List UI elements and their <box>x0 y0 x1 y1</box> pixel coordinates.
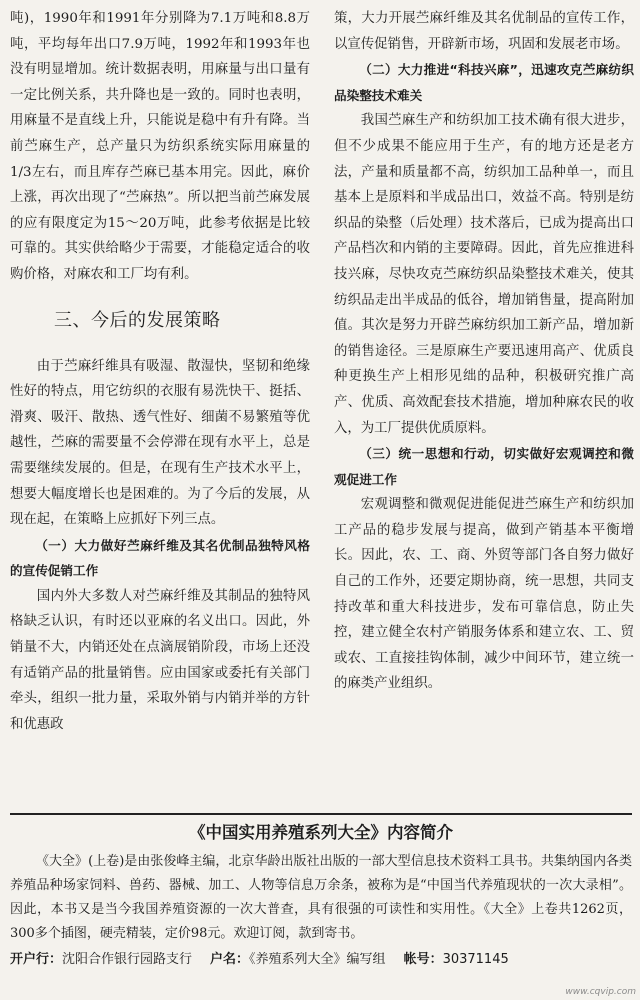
paragraph-promotion: 国内外大多数人对苎麻纤维及其制品的独特风格缺乏认识，有时还以亚麻的名义出口。因此，外销量不大，内销还处在点滴展销阶段，市场上还没有适销产品的批量销售。应由国家或委托有关部门牵头，组织一批力量，采取外销与内销并举的方针和优惠政 <box>10 588 310 732</box>
paragraph-technology: 我国苎麻生产和纺织加工技术确有很大进步，但不少成果不能应用于生产，有的地方还是老方法，产量和质量都不高，纺织加工品种单一，而且基本上是原料和半成品出口，效益不高。特别是纺织品的染整（后处理）技术落后，已成为提高出口产品档次和内销的主要障碍。因此，首先应推进科技兴麻，尽快攻克苎麻纺织品染整技术难关，使其纺织品走出半成品的低谷，增加销售量，提高附加值。其次是努力开辟苎麻纺织加工新产品，增加新的销售途径。三是原麻生产要迅速用高产、优质良种更换生产上相形见绌的品种，积极研究推广高产、优质、高效配套技术措施，增加种麻农民的收入，为工厂提供优质原料。 <box>334 113 634 436</box>
holder-value: 《养殖系列大全》编写组 <box>249 952 386 967</box>
left-column <box>10 6 310 737</box>
paragraph-supply-demand: 吨)，1990年和1991年分别降为7.1万吨和8.8万吨，平均每年出口7.9万吨，1992年和1993年也没有明显增加。统计数据表明，用麻量与出口量有一定比例关系，共升降也是一致的。同时也表明，用麻量不是直线上升，只能说是稳中有升有降。当前苎麻生产，总产量只为纺织系统实际用麻量的1/3左右，而且库存苎麻已基本用完。因此，麻价上涨，再次出现了“苎麻热”。所以把当前苎麻发展的应有限度定为15～20万吨，此参考依据是比较可靠的。其实供给略少于需要，才能稳定适合的收购价格，对麻农和工厂均有利。 <box>10 11 310 282</box>
bank-label: 开户行： <box>10 952 63 967</box>
paragraph-promotion-continued: 策，大力开展苎麻纤维及其名优制品的宣传工作，以宣传促销售，开辟新市场，巩固和发展老市场。 <box>334 11 634 52</box>
holder-info <box>210 948 386 972</box>
subsection-heading-technology: （二）大力推进“科技兴麻”，迅速攻克苎麻纺织品染整技术难关 <box>334 62 634 103</box>
paragraph-strategy-intro: 由于苎麻纤维具有吸湿、散湿快，坚韧和绝缘性好的特点，用它纺织的衣服有易洗快干、挺括、滑爽、吸汗、散热、透气性好、细菌不易繁殖等优越性，苎麻的需要量不会停滞在现有水平上，总是需要继续发展的。但是，在现有生产技术水平上，想要大幅度增长也是困难的。为了今后的发展，从现在起，在策略上应抓好下列三点。 <box>10 358 310 528</box>
section-divider <box>10 813 632 815</box>
bank-info <box>10 948 192 972</box>
watermark: www.cqvip.com <box>565 987 636 997</box>
account-info <box>404 948 509 972</box>
subsection-heading-coordination: （三）统一思想和行动，切实做好宏观调控和微观促进工作 <box>334 446 634 487</box>
paragraph-coordination: 宏观调整和微观促进能促进苎麻生产和纺织加工产品的稳步发展与提高，做到产销基本平衡增长。因此，农、工、商、外贸等部门各自努力做好自己的工作外，还要定期协商，统一思想，共同支持改革和重大科技进步，发布可靠信息，防止失控，建立健全农村产销服务体系和建立农、工、贸或农、工直接挂钩体制，减少中间环节，建立统一的麻类产业组织。 <box>334 497 634 692</box>
account-label: 帐号： <box>403 952 443 967</box>
holder-label: 户名： <box>210 952 250 967</box>
account-value: 30371145 <box>442 952 509 967</box>
book-intro-body: 《大全》(上卷)是由张俊峰主编，北京华龄出版社出版的一部大型信息技术资料工具书。共集纳国内各类养殖品种场家饲料、兽药、器械、加工、人物等信息万余条，被称为是“中国当代养殖现状的一次大录相”。因此，本书又是当今我国养殖资源的一次大普查，具有很强的可读性和实用性。《大全》上卷共1262页，300多个插图，硬壳精装，定价98元。欢迎订阅，款到寄书。 <box>10 854 632 941</box>
payment-info <box>10 948 632 972</box>
book-intro-box <box>10 818 632 972</box>
section-heading-strategy: 三、今后的发展策略 <box>54 309 221 331</box>
book-intro-title: 《中国实用养殖系列大全》内容简介 <box>189 823 453 842</box>
right-column <box>334 6 634 697</box>
bank-value: 沈阳合作银行园路支行 <box>62 952 193 967</box>
subsection-heading-promotion: （一）大力做好苎麻纤维及其名优制品独特风格的宣传促销工作 <box>10 537 310 579</box>
